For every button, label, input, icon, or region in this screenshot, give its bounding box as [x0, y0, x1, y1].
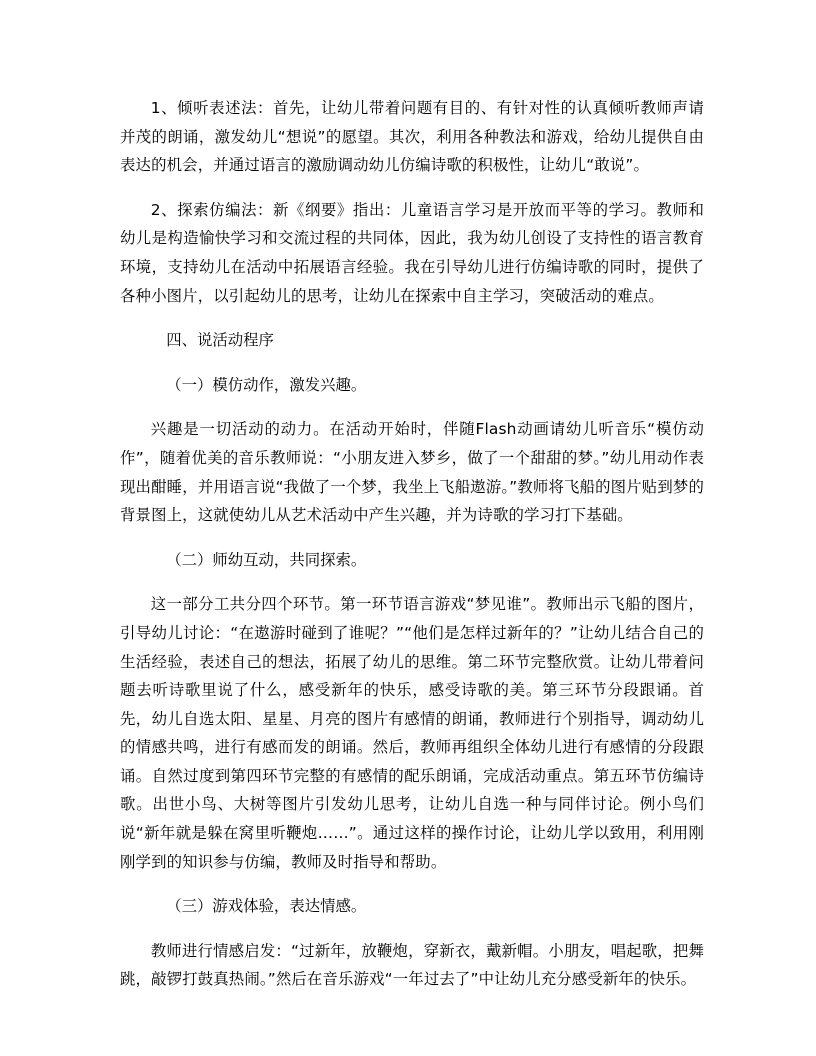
document-page	[120, 94, 704, 1010]
paragraph-exploration-method: 2、探索仿编法：新《纲要》指出：儿童语言学习是开放而平等的学习。教师和幼儿是构造愉快学习和交流过程的共同体，因此，我为幼儿创设了支持性的语言教育环境，支持幼儿在活动中拓展语言经验。我在引导幼儿进行仿编诗歌的同时，提供了各种小图片，以引起幼儿的思考，让幼儿在探索中自主学习，突破活动的难点。	[120, 200, 704, 305]
subheading-game-experience: （三）游戏体验，表达情感。	[166, 897, 367, 916]
paragraph-five-stages: 这一部分工共分四个环节。第一环节语言游戏“梦见谁”。教师出示飞船的图片，引导幼儿讨论：“在遨游时碰到了谁呢？”“他们是怎样过新年的？”让幼儿结合自己的生活经验，表述自己的想法，拓展了幼儿的思维。第二环节完整欣赏。让幼儿带着问题去听诗歌里说了什么，感受新年的快乐，感受诗歌的美。第三环节分段跟诵。首先，幼儿自选太阳、星星、月亮的图片有感情的朗诵，教师进行个别指导，调动幼儿的情感共鸣，进行有感而发的朗诵。然后，教师再组织全体幼儿进行有感情的分段跟诵。自然过度到第四环节完整的有感情的配乐朗诵，完成活动重点。第五环节仿编诗歌。出世小鸟、大树等图片引发幼儿思考，让幼儿自选一种与同伴讨论。例小鸟们说“新年就是躲在窝里听鞭炮……”。通过这样的操作讨论，让幼儿学以致用，利用刚刚学到的知识参与仿编，教师及时指导和帮助。	[120, 595, 704, 871]
subheading-teacher-child-interaction: （二）师幼互动，共同探索。	[166, 550, 367, 569]
section-heading-activity-procedure: 四、说活动程序	[166, 331, 274, 350]
paragraph-interest: 兴趣是一切活动的动力。在活动开始时，伴随Flash动画请幼儿听音乐“模仿动作”，随着优美的音乐教师说：“小朋友进入梦乡，做了一个甜甜的梦。”幼儿用动作表现出酣睡，并用语言说“我做了一个梦，我坐上飞船遨游。”教师将飞船的图片贴到梦的背景图上，这就使幼儿从艺术活动中产生兴趣，并为诗歌的学习打下基础。	[120, 420, 704, 525]
paragraph-emotional-inspiration: 教师进行情感启发：“过新年，放鞭炮，穿新衣，戴新帽。小朋友，唱起歌，把舞跳，敲锣打鼓真热闹。”然后在音乐游戏“一年过去了”中让幼儿充分感受新年的快乐。	[120, 941, 704, 989]
subheading-imitate-actions: （一）模仿动作，激发兴趣。	[166, 375, 367, 394]
paragraph-listening-method: 1、倾听表述法：首先，让幼儿带着问题有目的、有针对性的认真倾听教师声请并茂的朗诵，激发幼儿“想说”的愿望。其次，利用各种教法和游戏，给幼儿提供自由表达的机会，并通过语言的激励调动幼儿仿编诗歌的积极性，让幼儿“敢说”。	[120, 99, 704, 175]
